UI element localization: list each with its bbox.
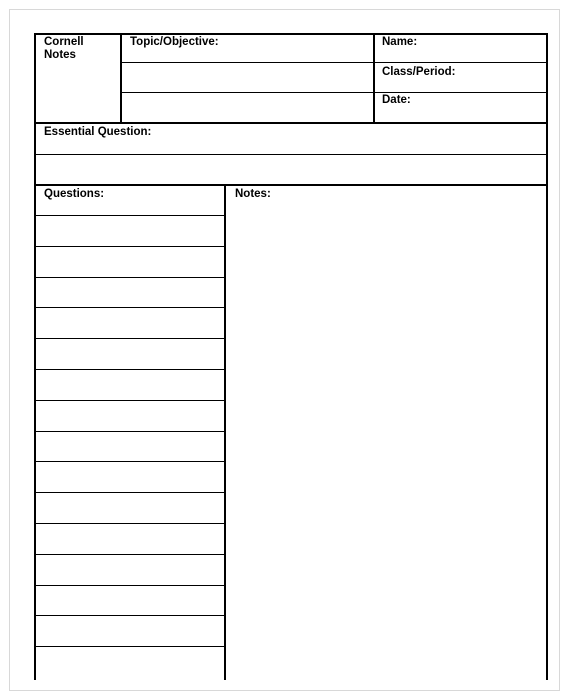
question-field[interactable]	[37, 278, 223, 306]
question-field[interactable]	[37, 586, 223, 614]
question-field[interactable]	[37, 616, 223, 644]
topic-divider	[373, 33, 375, 124]
question-field[interactable]	[37, 555, 223, 583]
question-field[interactable]	[37, 401, 223, 429]
question-field[interactable]	[37, 216, 223, 244]
questions-left-border	[34, 184, 36, 680]
essential-question-field[interactable]	[37, 155, 545, 183]
header-right-border	[546, 33, 548, 124]
question-field[interactable]	[37, 247, 223, 275]
notes-label: Notes:	[235, 188, 271, 200]
name-field[interactable]	[420, 35, 544, 61]
name-label: Name:	[382, 36, 418, 48]
question-field[interactable]	[37, 524, 223, 552]
question-field[interactable]	[37, 647, 223, 675]
header-left-border	[34, 33, 36, 124]
question-field[interactable]	[37, 339, 223, 367]
header-bottom-border	[34, 122, 548, 124]
question-field[interactable]	[37, 370, 223, 398]
date-label: Date:	[382, 94, 411, 106]
title-divider	[120, 33, 122, 124]
topic-objective-field-1[interactable]	[123, 63, 372, 91]
notes-right-border	[546, 184, 548, 680]
essential-question-label: Essential Question:	[44, 126, 152, 138]
questions-label: Questions:	[44, 188, 105, 200]
question-field[interactable]	[37, 493, 223, 521]
topic-objective-label: Topic/Objective:	[130, 36, 219, 48]
class-period-label: Class/Period:	[382, 66, 456, 78]
question-field[interactable]	[37, 462, 223, 490]
topic-objective-field-2[interactable]	[123, 93, 372, 121]
question-field[interactable]	[37, 308, 223, 336]
cornell-notes-title: Cornell Notes	[44, 36, 84, 61]
question-field[interactable]	[37, 432, 223, 460]
notes-area[interactable]	[227, 204, 545, 678]
questions-notes-divider	[224, 184, 226, 680]
date-field[interactable]	[412, 93, 544, 121]
class-period-field[interactable]	[455, 63, 544, 91]
essential-bottom-border	[34, 184, 548, 186]
